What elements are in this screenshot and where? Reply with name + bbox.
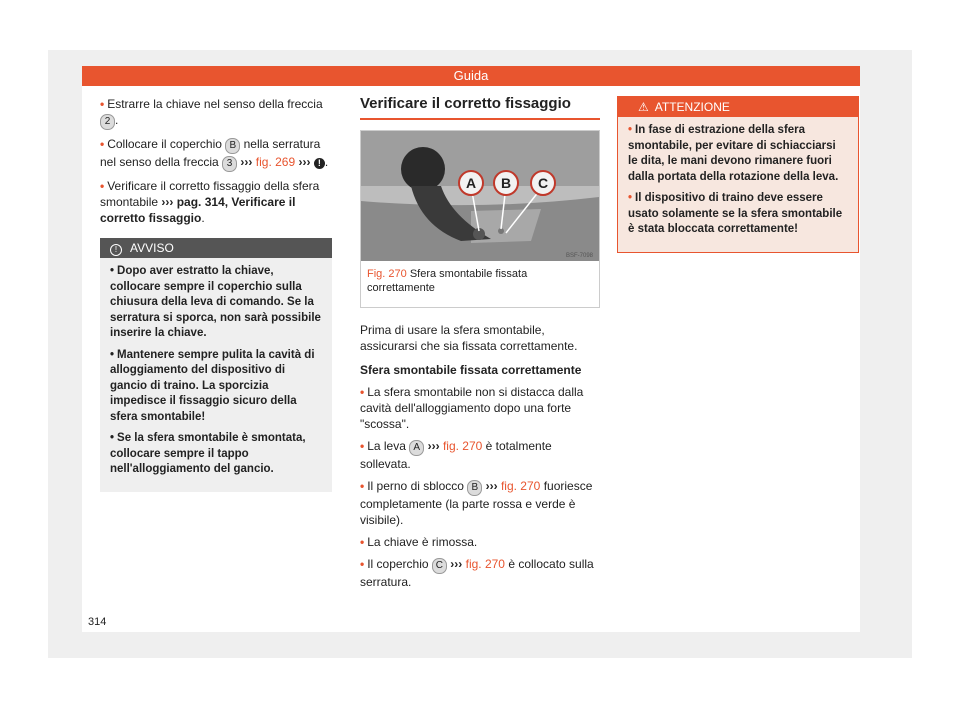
list-item: • In fase di estrazione della sfera smontabile, per evitare di schiacciarsi le dita, le mani devono rimanere fuori dalla portata della rotazione della leva. xyxy=(628,124,839,183)
label-marker: A xyxy=(409,440,424,456)
figure-caption: Fig. 270 Sfera smontabile fissata correttamente xyxy=(367,268,528,294)
avviso-header: ! AVVISO xyxy=(100,238,332,258)
list-item: • Mantenere sempre pulita la cavità di alloggiamento del dispositivo di gancio di traino. La sporcizia impedisce il fissaggio sicuro della sfera smontabile! xyxy=(110,348,315,423)
arrow-marker: 3 xyxy=(222,156,237,172)
manual-page xyxy=(82,66,860,632)
list-item: • Collocare il coperchio B nella serratura nel senso della freccia 3 ››› fig. 269 ››› ! . xyxy=(100,136,332,172)
figure-code: BSF-7098 xyxy=(565,253,593,259)
label-marker: B xyxy=(467,480,482,496)
bullet-icon: • xyxy=(360,439,365,453)
bullet-icon: • xyxy=(360,479,365,493)
column-middle xyxy=(360,96,600,596)
bullet-icon: • xyxy=(110,432,115,444)
label-marker: C xyxy=(432,558,447,574)
figure-270 xyxy=(360,130,600,308)
intro-paragraph: Prima di usare la sfera smontabile, assicurarsi che sia fissata correttamente. xyxy=(360,323,578,353)
bullet-icon: • xyxy=(628,124,633,136)
bullet-icon: • xyxy=(628,192,633,204)
attenzione-box xyxy=(617,96,859,253)
bullet-icon: • xyxy=(100,97,105,111)
bullet-icon: • xyxy=(110,265,115,277)
warning-triangle-icon: ⚠ xyxy=(638,100,649,114)
list-item: • Estrarre la chiave nel senso della freccia 2 . xyxy=(100,96,332,130)
list-item: • La sfera smontabile non si distacca dalla cavità dell'alloggiamento dopo una forte "scossa". xyxy=(360,385,584,431)
list-item: • Il dispositivo di traino deve essere usato solamente se la sfera smontabile è stata bloccata correttamente! xyxy=(628,192,843,235)
avviso-box xyxy=(100,238,332,492)
figure-label-a: A xyxy=(465,175,477,191)
bullet-icon: • xyxy=(100,137,105,151)
section-title: Verificare il corretto fissaggio xyxy=(360,96,600,120)
list-item: • Se la sfera smontabile è smontata, collocare sempre il tappo nell'alloggiamento del gancio. xyxy=(110,432,306,475)
avviso-content xyxy=(100,258,332,492)
list-item: • Il perno di sblocco B ››› fig. 270 fuoriesce completamente (la parte rossa e verde è visibile). xyxy=(360,479,593,527)
figure-link[interactable]: fig. 270 xyxy=(465,557,505,571)
tow-hook-illustration xyxy=(361,131,599,261)
warning-circle-icon: ! xyxy=(314,158,325,169)
list-item: • Verificare il corretto fissaggio della sfera smontabile ››› pag. 314, Verificare il corretto fissaggio. xyxy=(100,179,320,225)
figure-link[interactable]: fig. 270 xyxy=(500,479,541,493)
figure-label-c: C xyxy=(537,175,549,191)
attenzione-content xyxy=(618,117,858,252)
figure-link[interactable]: fig. 269 xyxy=(255,155,296,169)
column-right xyxy=(617,96,859,253)
bullet-icon: • xyxy=(360,557,365,571)
arrow-marker: 2 xyxy=(100,114,115,130)
bullet-icon: • xyxy=(360,385,365,399)
list-item: • Il coperchio C ››› fig. 270 è collocato sulla serratura. xyxy=(360,557,594,589)
section-header: Guida xyxy=(82,66,860,86)
bullet-icon: • xyxy=(110,348,115,361)
label-marker: B xyxy=(225,138,240,154)
list-item: • La chiave è rimossa. xyxy=(360,535,478,549)
page-link[interactable]: pag. 314, Verificare il corretto fissaggio xyxy=(100,195,296,225)
bullet-icon: • xyxy=(100,179,105,193)
list-item: • Dopo aver estratto la chiave, collocare sempre il coperchio sulla chiusura della leva di comando. Se la serratura si sporca, non sarà possibile inserire la chiave. xyxy=(110,265,321,339)
attenzione-header: ⚠ ATTENZIONE xyxy=(618,97,858,117)
subheading: Sfera smontabile fissata correttamente xyxy=(360,363,582,377)
page-number: 314 xyxy=(88,616,107,628)
list-item: • La leva A ››› fig. 270 è totalmente sollevata. xyxy=(360,439,552,471)
bullet-icon: • xyxy=(360,535,365,549)
column-left xyxy=(100,96,332,492)
info-circle-icon: ! xyxy=(110,244,122,256)
figure-label-b: B xyxy=(500,175,512,191)
figure-link[interactable]: fig. 270 xyxy=(442,439,483,453)
